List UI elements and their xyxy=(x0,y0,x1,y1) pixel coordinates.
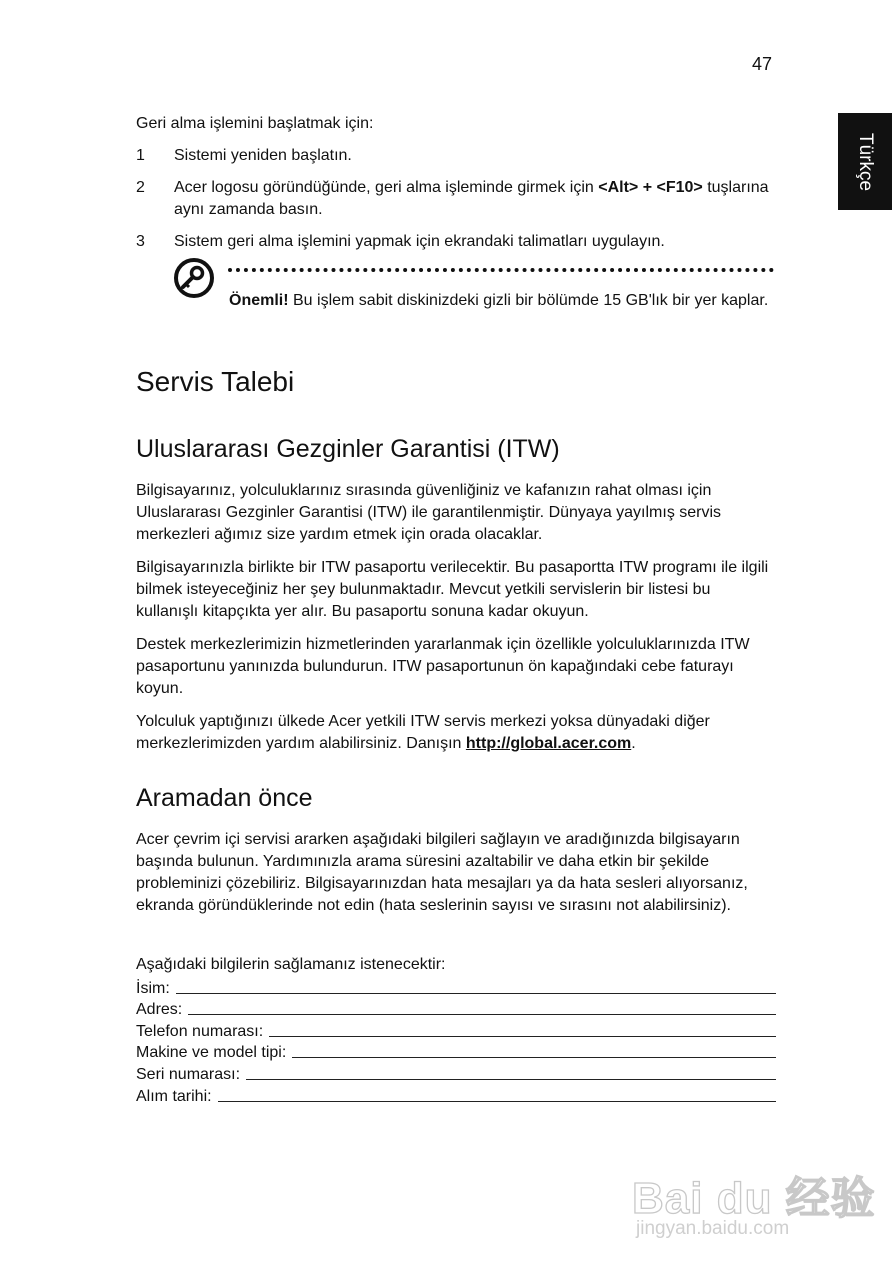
page-title: Servis Talebi xyxy=(136,366,295,397)
name-field-line[interactable] xyxy=(176,993,776,994)
step-number: 2 xyxy=(136,179,145,196)
section-heading-before-calling: Aramadan önce xyxy=(136,784,313,812)
language-tab-label: Türkçe xyxy=(855,132,876,191)
step-item xyxy=(136,177,776,221)
f10-key: <F10> xyxy=(656,179,703,196)
section-itw xyxy=(136,480,776,766)
form-label: İsim: xyxy=(136,979,170,997)
paragraph: Bilgisayarınızla birlikte bir ITW pasaportu verilecektir. Bu pasaportta ITW programı ile ilgili bilmek isteyeceğiniz her şey bulunmaktadır. Mevcut yetkili servislerin bir listesi bu kullanışlı kitapçıkta yer alır. Bu pasaportu sonuna kadar okuyun. xyxy=(136,559,769,620)
baidu-watermark xyxy=(632,1148,882,1248)
serial-field-line[interactable] xyxy=(246,1079,776,1080)
intro-text: Geri alma işlemini başlatmak için: xyxy=(136,115,374,132)
language-tab xyxy=(838,113,892,210)
key-icon xyxy=(172,258,216,298)
step-number: 1 xyxy=(136,147,145,164)
acer-global-link[interactable]: http://global.acer.com xyxy=(465,735,632,752)
phone-field-line[interactable] xyxy=(269,1036,776,1037)
restore-instructions xyxy=(136,113,776,253)
step-number: 3 xyxy=(136,233,145,250)
step-item xyxy=(136,231,776,253)
paragraph xyxy=(136,711,776,755)
form-label: Makine ve model tipi: xyxy=(136,1044,287,1062)
address-field-line[interactable] xyxy=(188,1014,776,1015)
form-row-serial xyxy=(136,1062,776,1084)
step-text-part: tuşlarına aynı zamanda basın. xyxy=(174,179,769,218)
note-text xyxy=(229,290,774,312)
note-body: Bu işlem sabit diskinizdeki gizli bir bölümde 15 GB'lık bir yer kaplar. xyxy=(288,292,769,309)
section-heading-itw: Uluslararası Gezginler Garantisi (ITW) xyxy=(136,435,560,463)
note-label: Önemli! xyxy=(229,292,289,309)
form-row-address xyxy=(136,998,776,1020)
form-label: Adres: xyxy=(136,1001,183,1019)
form-label: Alım tarihi: xyxy=(136,1087,212,1105)
step-text: Sistem geri alma işlemini yapmak için ekrandaki talimatları uygulayın. xyxy=(174,233,665,250)
watermark-url: jingyan.baidu.com xyxy=(636,1218,790,1239)
paragraph-text: Yolculuk yaptığınızı ülkede Acer yetkili ITW servis merkezi yoksa dünyadaki diğer merkezlerimizden yardım alabilirsiniz. Danışın xyxy=(136,713,710,752)
form-row-phone xyxy=(136,1019,776,1041)
important-note xyxy=(172,258,776,338)
watermark-logo: Bai du 经验 xyxy=(632,1174,876,1223)
step-item xyxy=(136,145,776,167)
info-form xyxy=(136,954,776,1106)
note-divider xyxy=(228,268,774,272)
form-intro: Aşağıdaki bilgilerin sağlamanız istenecektir: xyxy=(136,956,446,973)
section-before-calling xyxy=(136,829,776,928)
paragraph: Acer çevrim içi servisi ararken aşağıdaki bilgileri sağlayın ve aradığınızda bilgisayarın başında bulunun. Yardımınızla arama süresini azaltabilir ve daha etkin bir şekilde probleminizi çözebiliriz. Bilgisayarınızdan hata mesajları ya da hata sesleri alıyorsanız, ekranda göründüklerinde not edin (hata seslerinin sayısı ve sırasını not alabilirsiniz). xyxy=(136,831,748,914)
model-field-line[interactable] xyxy=(292,1057,776,1058)
paragraph-end: . xyxy=(631,735,636,752)
form-row-model xyxy=(136,1041,776,1063)
purchase-date-field-line[interactable] xyxy=(218,1101,776,1102)
form-row-name xyxy=(136,976,776,998)
form-label: Telefon numarası: xyxy=(136,1022,264,1040)
alt-key: <Alt> xyxy=(598,179,639,196)
plus-sign: + xyxy=(638,179,657,196)
form-row-purchase-date xyxy=(136,1084,776,1106)
step-text: Sistemi yeniden başlatın. xyxy=(174,147,352,164)
step-text xyxy=(174,177,776,221)
page-number: 47 xyxy=(752,54,773,74)
step-text-part: Acer logosu göründüğünde, geri alma işleminde girmek için xyxy=(174,179,599,196)
form-label: Seri numarası: xyxy=(136,1065,241,1083)
paragraph: Destek merkezlerimizin hizmetlerinden yararlanmak için özellikle yolculuklarınızda ITW pasaportunu yanınızda bulundurun. ITW pasaportunun ön kapağındaki cebe faturayı koyun. xyxy=(136,636,750,697)
paragraph: Bilgisayarınız, yolculuklarınız sırasında güvenliğiniz ve kafanızın rahat olması için Uluslararası Gezginler Garantisi (ITW) ile garantilenmiştir. Dünyaya yayılmış servis merkezleri ağımız size yardım etmek için orada olacaklar. xyxy=(136,482,722,543)
